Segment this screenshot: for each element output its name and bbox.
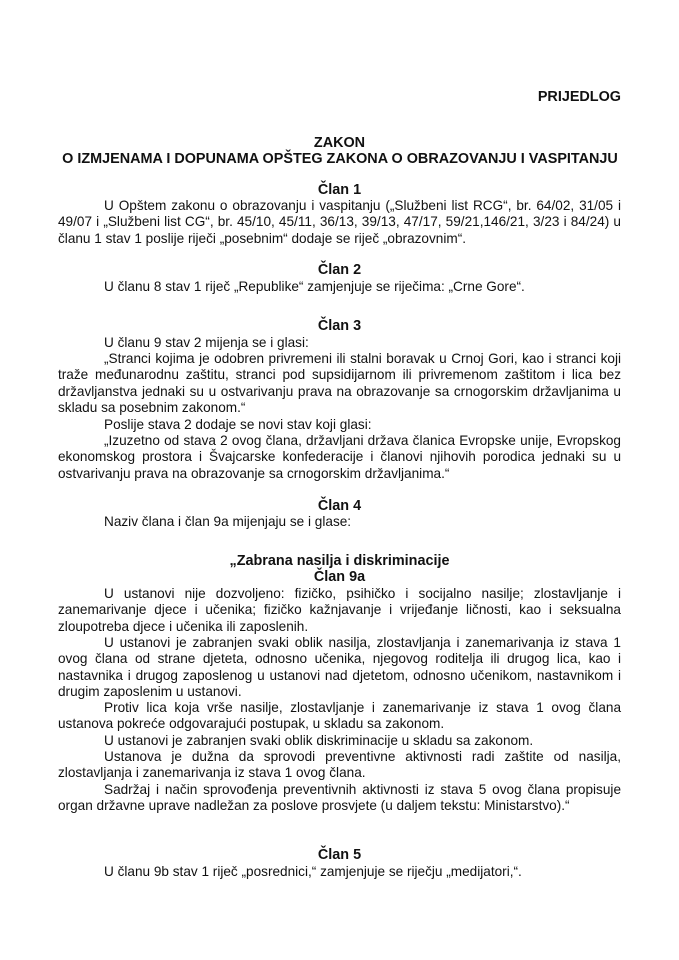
- document-label: PRIJEDLOG: [537, 89, 621, 105]
- inserted-paragraph: Sadržaj i način sprovođenja preventivnih aktivnosti iz stava 5 ovog člana propisuje organ državne uprave nadležan za poslove prosvjete (u daljem tekstu: Ministarstvo).“: [58, 782, 621, 814]
- article-4-paragraph: Naziv člana i član 9a mijenjaju se i glase:: [104, 514, 352, 529]
- article-2-paragraph: U članu 8 stav 1 riječ „Republike“ zamjenjuje se riječima: „Crne Gore“.: [104, 279, 525, 294]
- article-3-paragraph: „Izuzetno od stava 2 ovog člana, državljani država članica Evropske unije, Evropskog ekonomskog prostora i Švajcarske konfederacije i članovi njihovih porodica jednaki su u ostvarivanju prava na obrazovanje sa crnogorskim državljanima.“: [58, 433, 621, 481]
- article-5-paragraph: U članu 9b stav 1 riječ „posrednici,“ zamjenjuje se riječju „medijatori,“.: [104, 864, 522, 879]
- article-4-heading: Član 4: [317, 498, 362, 514]
- law-title: ZAKON: [313, 135, 366, 151]
- inserted-article-heading: Član 9a: [313, 569, 366, 585]
- article-3-paragraph: U članu 9 stav 2 mijenja se i glasi:: [104, 335, 309, 350]
- article-3-paragraph: Poslije stava 2 dodaje se novi stav koji glasi:: [104, 417, 372, 432]
- article-2-heading: Član 2: [317, 262, 362, 278]
- inserted-paragraph: Protiv lica koja vrše nasilje, zlostavljanje i zanemarivanje iz stava 1 ovog člana ustanova pokreće odgovarajući postupak, u skladu sa zakonom.: [58, 700, 621, 732]
- law-subtitle: O IZMJENAMA I DOPUNAMA OPŠTEG ZAKONA O OBRAZOVANJU I VASPITANJU: [62, 151, 618, 167]
- inserted-article-title: „Zabrana nasilja i diskriminacije: [229, 553, 450, 569]
- inserted-paragraph: U ustanovi nije dozvoljeno: fizičko, psihičko i socijalno nasilje; zlostavljanje i zanemarivanje djece i učenika; fizičko kažnjavanje i vrijeđanje ličnosti, kao i seksualna zloupotreba djece i učenika ili zaposlenih.: [58, 586, 621, 634]
- inserted-paragraph: U ustanovi je zabranjen svaki oblik diskriminacije u skladu sa zakonom.: [104, 733, 534, 748]
- inserted-paragraph: U ustanovi je zabranjen svaki oblik nasilja, zlostavljanja i zanemarivanja iz stava 1 ovog člana od strane djeteta, odnosno učenika, njegovog roditelja ili drugog lica, kao i nastavnika i drugog zaposlenog u ustanovi nad djetetom, odnosno učenikom, nastavnikom i drugim zaposlenim u ustanovi.: [58, 635, 621, 700]
- inserted-paragraph: Ustanova je dužna da sprovodi preventivne aktivnosti radi zaštite od nasilja, zlostavljanja i zanemarivanja iz stava 1 ovog člana.: [58, 749, 621, 781]
- article-5-heading: Član 5: [317, 847, 362, 863]
- article-1-heading: Član 1: [317, 182, 362, 198]
- article-1-paragraph: U Opštem zakonu o obrazovanju i vaspitanju („Službeni list RCG“, br. 64/02, 31/05 i 49/07 i „Službeni list CG“, br. 45/10, 45/11, 36/13, 39/13, 47/17, 59/21,146/21, 3/23 i 84/24) u članu 1 stav 1 poslije riječi „posebnim“ dodaje se riječ „obrazovnim“.: [58, 198, 621, 246]
- article-3-heading: Član 3: [317, 318, 362, 334]
- article-3-paragraph: „Stranci kojima je odobren privremeni ili stalni boravak u Crnoj Gori, kao i stranci koji traže međunarodnu zaštitu, stranci pod supsidijarnom ili privremenom zaštitom i lica bez državljanstva jednaki su u ostvarivanju prava na obrazovanje sa crnogorskim državljanima u skladu sa posebnim zakonom.“: [58, 351, 621, 416]
